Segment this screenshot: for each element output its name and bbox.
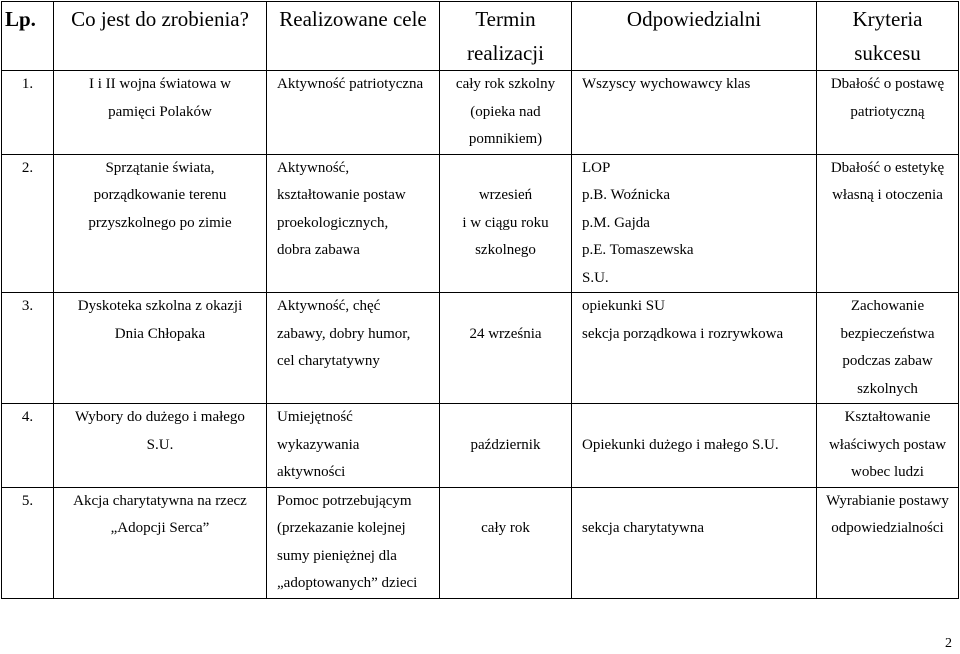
cell-deadline-line: cały rok szkolny: [455, 76, 556, 92]
cell-deadline-line: [440, 155, 571, 183]
cell-responsible: [572, 404, 817, 488]
header-responsible: Odpowiedzialni: [572, 2, 817, 71]
cell-lp: 2.: [2, 154, 54, 293]
cell-goals-line: sumy pieniężnej dla: [277, 547, 397, 564]
cell-goals: [267, 487, 440, 598]
cell-criteria-line: własną i otoczenia: [832, 187, 943, 203]
cell-task-line: przyszkolnego po zimie: [88, 214, 232, 231]
header-lp: Lp.: [2, 2, 54, 71]
cell-criteria-line: szkolnych: [857, 380, 918, 397]
cell-goals-line: „adoptowanych” dzieci: [277, 575, 418, 591]
cell-deadline: [440, 404, 572, 488]
cell-task: [54, 404, 267, 488]
cell-task-line: S.U.: [146, 436, 174, 453]
cell-responsible-line: Opiekunki dużego i małego S.U.: [582, 436, 779, 453]
cell-task: [54, 487, 267, 598]
table-row: [2, 71, 959, 155]
cell-deadline: [440, 293, 572, 404]
cell-goals-line: (przekazanie kolejnej: [277, 520, 406, 536]
cell-deadline-line: [440, 293, 571, 321]
plan-table: [1, 1, 959, 599]
cell-goals-line: kształtowanie postaw: [277, 187, 406, 203]
cell-criteria: [817, 404, 959, 488]
cell-task: [54, 71, 267, 155]
cell-task-line: Akcja charytatywna na rzecz: [73, 492, 247, 509]
cell-deadline-line: [440, 488, 571, 516]
cell-deadline-line: październik: [470, 436, 541, 453]
header-criteria: [817, 2, 959, 71]
cell-criteria-line: właściwych postaw: [828, 436, 947, 453]
cell-task-line: Sprzątanie świata,: [105, 159, 215, 176]
cell-criteria: [817, 71, 959, 155]
cell-responsible-line: [582, 404, 816, 432]
cell-deadline: [440, 487, 572, 598]
cell-criteria: [817, 487, 959, 598]
cell-criteria: [817, 293, 959, 404]
cell-responsible: [572, 487, 817, 598]
header-deadline: [440, 2, 572, 71]
cell-criteria-line: odpowiedzialności: [831, 520, 944, 536]
cell-goals: [267, 404, 440, 488]
cell-criteria-line: bezpieczeństwa: [840, 325, 935, 342]
header-goals: Realizowane cele: [267, 2, 440, 71]
cell-goals-line: dobra zabawa: [277, 242, 360, 258]
cell-deadline-line: pomnikiem): [468, 131, 543, 147]
cell-goals-line: Aktywność patriotyczna: [277, 76, 424, 92]
header-criteria-line: Kryteria: [852, 7, 923, 31]
cell-deadline-line: 24 września: [469, 325, 542, 342]
cell-criteria: [817, 154, 959, 293]
cell-task-line: porządkowanie terenu: [93, 187, 227, 203]
cell-responsible-line: sekcja porządkowa i rozrywkowa: [582, 325, 784, 342]
cell-criteria-line: patriotyczną: [850, 103, 925, 120]
cell-goals-line: zabawy, dobry humor,: [277, 325, 411, 342]
cell-criteria-line: Zachowanie: [850, 298, 925, 314]
cell-responsible-line: opiekunki SU: [582, 298, 665, 314]
cell-responsible: [572, 293, 817, 404]
cell-task-line: Dyskoteka szkolna z okazji: [77, 298, 243, 314]
cell-goals-line: Umiejętność: [277, 409, 353, 425]
cell-goals: [267, 154, 440, 293]
cell-responsible-line: sekcja charytatywna: [582, 520, 705, 536]
cell-goals-line: proekologicznych,: [277, 214, 389, 231]
cell-responsible-line: S.U.: [582, 269, 609, 286]
cell-goals: [267, 293, 440, 404]
cell-deadline-line: cały rok: [481, 520, 530, 536]
cell-goals: [267, 71, 440, 155]
cell-task-line: „Adopcji Serca”: [110, 520, 210, 536]
cell-deadline-line: [440, 404, 571, 432]
cell-goals-line: wykazywania: [277, 436, 360, 453]
cell-responsible-line: LOP: [582, 159, 611, 176]
cell-deadline-line: szkolnego: [475, 242, 536, 258]
cell-goals-line: aktywności: [277, 464, 346, 480]
cell-lp: 4.: [2, 404, 54, 488]
cell-responsible: [572, 71, 817, 155]
cell-lp: 3.: [2, 293, 54, 404]
table-row: [2, 487, 959, 598]
cell-task-line: Wybory do dużego i małego: [75, 409, 245, 425]
cell-criteria-line: Dbałość o postawę: [830, 76, 945, 92]
table-row: [2, 154, 959, 293]
cell-task-line: I i II wojna światowa w: [88, 76, 232, 92]
header-task: Co jest do zrobienia?: [54, 2, 267, 71]
cell-lp: 5.: [2, 487, 54, 598]
cell-goals-line: cel charytatywny: [277, 353, 380, 369]
cell-deadline: [440, 154, 572, 293]
cell-goals-line: Aktywność, chęć: [277, 298, 381, 314]
cell-criteria-line: Dbałość o estetykę: [830, 159, 945, 176]
cell-deadline-line: wrzesień: [478, 187, 533, 203]
cell-criteria-line: Kształtowanie: [844, 409, 931, 425]
cell-criteria-line: Wyrabianie postawy: [826, 492, 949, 509]
cell-responsible-line: p.E. Tomaszewska: [582, 242, 694, 258]
cell-lp: 1.: [2, 71, 54, 155]
table-header-row: [2, 2, 959, 71]
cell-responsible-line: p.B. Woźnicka: [582, 187, 671, 203]
cell-criteria-line: wobec ludzi: [851, 464, 924, 480]
table-row: [2, 404, 959, 488]
page-number: 2: [945, 636, 952, 651]
cell-deadline-line: (opieka nad: [470, 103, 541, 120]
table-row: [2, 293, 959, 404]
cell-goals-line: Aktywność,: [277, 159, 350, 176]
cell-task-line: pamięci Polaków: [108, 103, 212, 120]
cell-task: [54, 154, 267, 293]
cell-deadline-line: i w ciągu roku: [462, 214, 549, 231]
header-criteria-line: sukcesu: [854, 41, 921, 65]
header-deadline-line: Termin: [475, 7, 536, 31]
cell-deadline: [440, 71, 572, 155]
cell-task: [54, 293, 267, 404]
cell-responsible-line: [582, 488, 816, 516]
cell-criteria-line: podczas zabaw: [842, 353, 933, 369]
cell-task-line: Dnia Chłopaka: [114, 325, 206, 342]
cell-responsible-line: Wszyscy wychowawcy klas: [582, 76, 751, 92]
header-deadline-line: realizacji: [467, 41, 544, 65]
cell-goals-line: Pomoc potrzebującym: [277, 492, 412, 509]
cell-responsible-line: p.M. Gajda: [582, 214, 650, 231]
cell-responsible: [572, 154, 817, 293]
